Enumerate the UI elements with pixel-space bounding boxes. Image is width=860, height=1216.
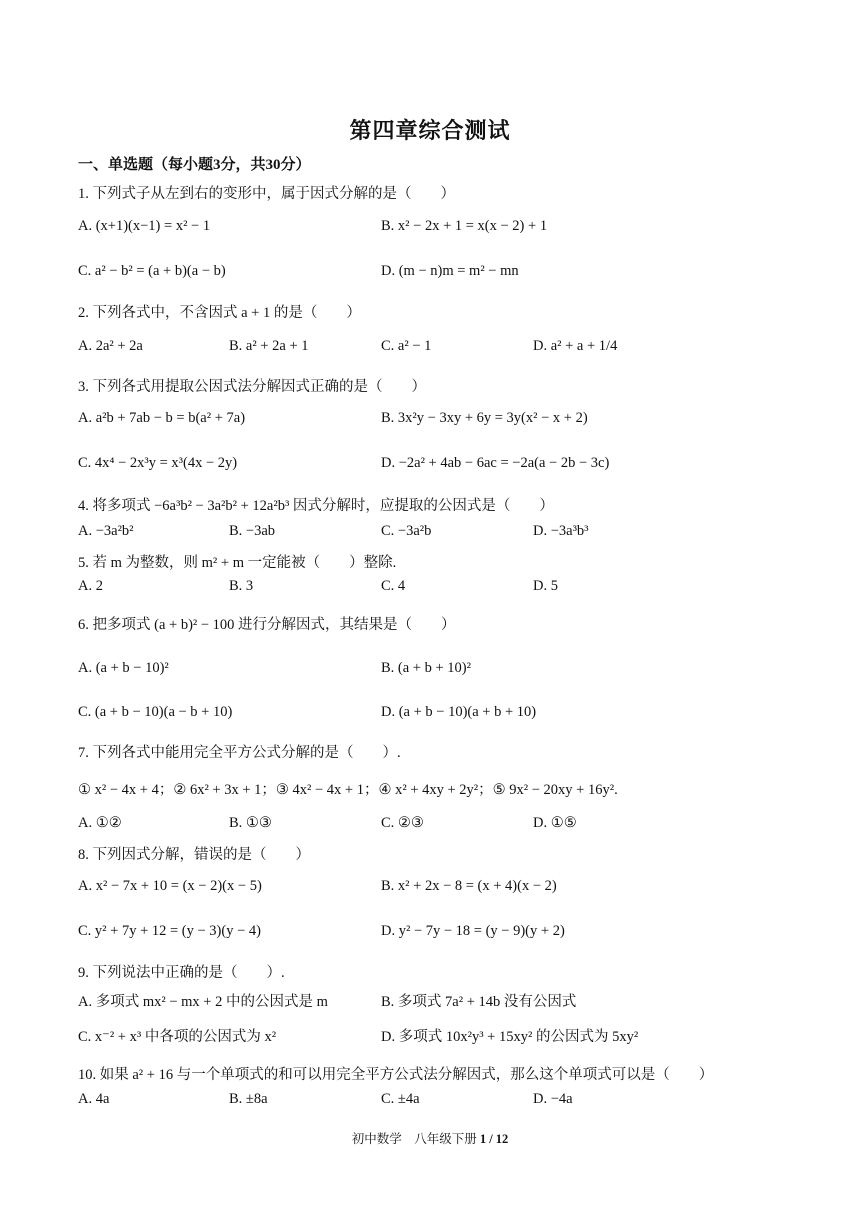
question-10-option-b: B. ±8a xyxy=(229,1091,268,1107)
question-4-option-b: B. −3ab xyxy=(229,523,276,539)
question-1-option-d: D. (m − n)m = m² − mn xyxy=(381,263,519,279)
question-2-option-c: C. a² − 1 xyxy=(381,338,432,354)
question-5-option-d: D. 5 xyxy=(533,578,558,594)
question-7-option-d: D. ①⑤ xyxy=(533,815,577,831)
question-8-option-a: A. x² − 7x + 10 = (x − 2)(x − 5) xyxy=(78,878,262,894)
footer-text: 初中数学 八年级下册 xyxy=(351,1132,477,1146)
question-8-option-c: C. y² + 7y + 12 = (y − 3)(y − 4) xyxy=(78,923,261,939)
question-3-option-b: B. 3x²y − 3xy + 6y = 3y(x² − x + 2) xyxy=(381,410,588,426)
page-footer xyxy=(0,1129,860,1147)
question-10-stem: 10. 如果 a² + 16 与一个单项式的和可以用完全平方公式法分解因式，那么这个单项式可以是（ ） xyxy=(78,1067,714,1083)
question-7-option-c: C. ②③ xyxy=(381,815,424,831)
question-5-option-a: A. 2 xyxy=(78,578,103,594)
question-3-option-a: A. a²b + 7ab − b = b(a² + 7a) xyxy=(78,410,246,426)
question-2-option-d: D. a² + a + 1/4 xyxy=(533,338,618,354)
question-8-stem: 8. 下列因式分解，错误的是（ ） xyxy=(78,847,310,863)
question-1-option-b: B. x² − 2x + 1 = x(x − 2) + 1 xyxy=(381,218,548,234)
question-8-option-d: D. y² − 7y − 18 = (y − 9)(y + 2) xyxy=(381,923,565,939)
question-7-option-a: A. ①② xyxy=(78,815,122,831)
question-4-option-a: A. −3a²b² xyxy=(78,523,134,539)
page-title: 第四章综合测试 xyxy=(349,118,511,143)
question-3-option-c: C. 4x⁴ − 2x³y = x³(4x − 2y) xyxy=(78,455,238,471)
question-2-option-a: A. 2a² + 2a xyxy=(78,338,143,354)
section-heading: 一、单选题（每小题3分，共30分） xyxy=(78,157,311,173)
question-10-option-c: C. ±4a xyxy=(381,1091,420,1107)
question-1-option-a: A. (x+1)(x−1) = x² − 1 xyxy=(78,218,211,234)
question-9-option-c: C. x⁻² + x³ 中各项的公因式为 x² xyxy=(78,1029,277,1045)
question-3-option-d: D. −2a² + 4ab − 6ac = −2a(a − 2b − 3c) xyxy=(381,455,610,471)
question-6-option-b: B. (a + b + 10)² xyxy=(381,660,471,676)
question-9-stem: 9. 下列说法中正确的是（ ）. xyxy=(78,965,285,981)
question-6-option-d: D. (a + b − 10)(a + b + 10) xyxy=(381,704,537,720)
question-5-option-c: C. 4 xyxy=(381,578,406,594)
question-2-option-b: B. a² + 2a + 1 xyxy=(229,338,309,354)
question-7-stem: 7. 下列各式中能用完全平方公式分解的是（ ）. xyxy=(78,745,401,761)
question-9-option-b: B. 多项式 7a² + 14b 没有公因式 xyxy=(381,994,577,1010)
question-1-stem: 1. 下列式子从左到右的变形中，属于因式分解的是（ ） xyxy=(78,186,455,202)
question-4-option-d: D. −3a³b³ xyxy=(533,523,589,539)
question-4-stem: 4. 将多项式 −6a³b² − 3a²b² + 12a²b³ 因式分解时，应提取的公因式是（ ） xyxy=(78,498,554,514)
question-1-option-c: C. a² − b² = (a + b)(a − b) xyxy=(78,263,226,279)
question-6-option-a: A. (a + b − 10)² xyxy=(78,660,169,676)
question-9-option-a: A. 多项式 mx² − mx + 2 中的公因式是 m xyxy=(78,994,328,1010)
question-4-option-c: C. −3a²b xyxy=(381,523,432,539)
question-10-option-a: A. 4a xyxy=(78,1091,110,1107)
question-10-option-d: D. −4a xyxy=(533,1091,573,1107)
question-7-option-b: B. ①③ xyxy=(229,815,272,831)
question-6-option-c: C. (a + b − 10)(a − b + 10) xyxy=(78,704,233,720)
question-7-items: ① x² − 4x + 4；② 6x² + 3x + 1；③ 4x² − 4x + 1；④ x² + 4xy + 2y²；⑤ 9x² − 20xy + 16y². xyxy=(78,782,618,798)
question-3-stem: 3. 下列各式用提取公因式法分解因式正确的是（ ） xyxy=(78,379,426,395)
page-number: 1 / 12 xyxy=(479,1132,509,1146)
question-6-stem: 6. 把多项式 (a + b)² − 100 进行分解因式，其结果是（ ） xyxy=(78,617,456,633)
question-2-stem: 2. 下列各式中，不含因式 a + 1 的是（ ） xyxy=(78,305,361,321)
question-9-option-d: D. 多项式 10x²y³ + 15xy² 的公因式为 5xy² xyxy=(381,1029,639,1045)
question-5-option-b: B. 3 xyxy=(229,578,254,594)
question-5-stem: 5. 若 m 为整数，则 m² + m 一定能被（ ）整除. xyxy=(78,555,397,571)
question-8-option-b: B. x² + 2x − 8 = (x + 4)(x − 2) xyxy=(381,878,557,894)
